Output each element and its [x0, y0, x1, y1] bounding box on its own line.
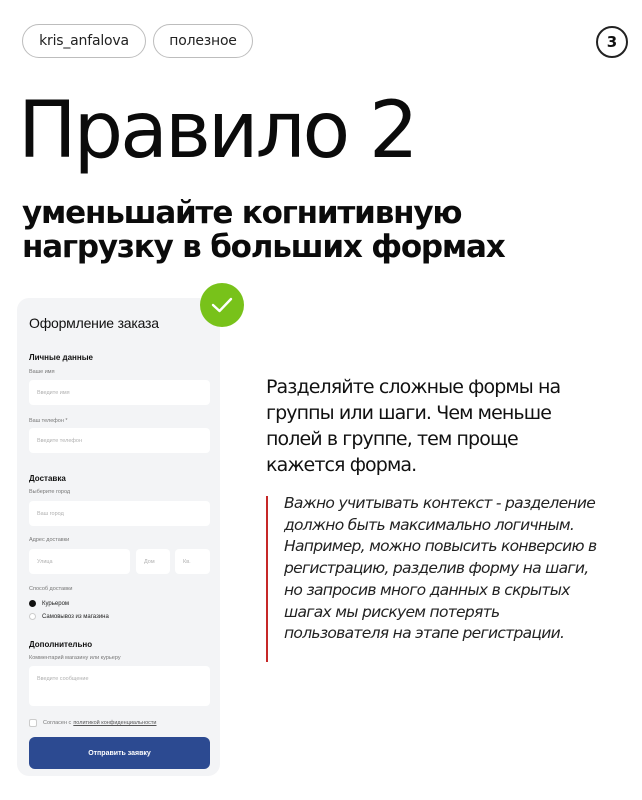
comment-label: Комментарий магазину или курьеру: [29, 655, 121, 661]
section-delivery-heading: Доставка: [29, 474, 66, 483]
page-subtitle: уменьшайте когнитивную нагрузку в больших формах: [22, 195, 505, 265]
street-input[interactable]: Улица: [29, 549, 130, 574]
name-input[interactable]: Введите имя: [29, 380, 210, 405]
lead-text: Разделяйте сложные формы на группы или шаги. Чем меньше полей в группе, тем проще кажется форма.: [266, 376, 561, 476]
tag-pill[interactable]: полезное: [153, 24, 253, 58]
section-extra-heading: Дополнительно: [29, 640, 93, 649]
address-label: Адрес доставки: [29, 537, 70, 543]
username-pill[interactable]: kris_anfalova: [22, 24, 146, 58]
page-title: Правило 2: [18, 86, 416, 176]
apartment-input[interactable]: Кв.: [175, 549, 210, 574]
form-title: Оформление заказа: [29, 315, 159, 331]
delivery-option-pickup[interactable]: [29, 613, 109, 620]
consent-text: Согласен с: [43, 720, 72, 726]
delivery-method-label: Способ доставки: [29, 586, 73, 592]
house-input[interactable]: Дом: [136, 549, 170, 574]
delivery-option-label: Самовывоз из магазина: [42, 613, 109, 620]
checkmark-badge: [200, 283, 244, 327]
order-form: [17, 298, 220, 776]
page-number-badge: 3: [596, 26, 628, 58]
radio-unselected-icon: [29, 613, 36, 620]
consent-row[interactable]: [29, 719, 157, 727]
phone-input[interactable]: Введите телефон: [29, 428, 210, 453]
comment-textarea[interactable]: Введите сообщение: [29, 666, 210, 706]
checkmark-icon: [200, 283, 244, 327]
section-personal-heading: Личные данные: [29, 353, 93, 362]
radio-selected-icon: [29, 600, 36, 607]
privacy-policy-link[interactable]: политикой конфиденциальности: [73, 720, 157, 726]
delivery-option-label: Курьером: [42, 600, 70, 607]
note-accent-bar: [266, 496, 268, 662]
city-label: Выберите город: [29, 489, 71, 495]
delivery-option-courier[interactable]: [29, 600, 69, 607]
consent-checkbox[interactable]: [29, 719, 37, 727]
phone-label: Ваш телефон *: [29, 418, 68, 424]
order-form-card: [17, 298, 220, 776]
name-label: Ваше имя: [29, 369, 55, 375]
submit-button[interactable]: Отправить заявку: [29, 737, 210, 769]
note-text: Важно учитывать контекст - разделение должно быть максимально логичным. Например, можно повысить конверсию в регистрацию, разделив форму на шаги, но запросив много данных в скрытых шагах мы рискуем потерять пользователя на этапе регистрации.: [284, 494, 597, 643]
city-input[interactable]: Ваш город: [29, 501, 210, 526]
